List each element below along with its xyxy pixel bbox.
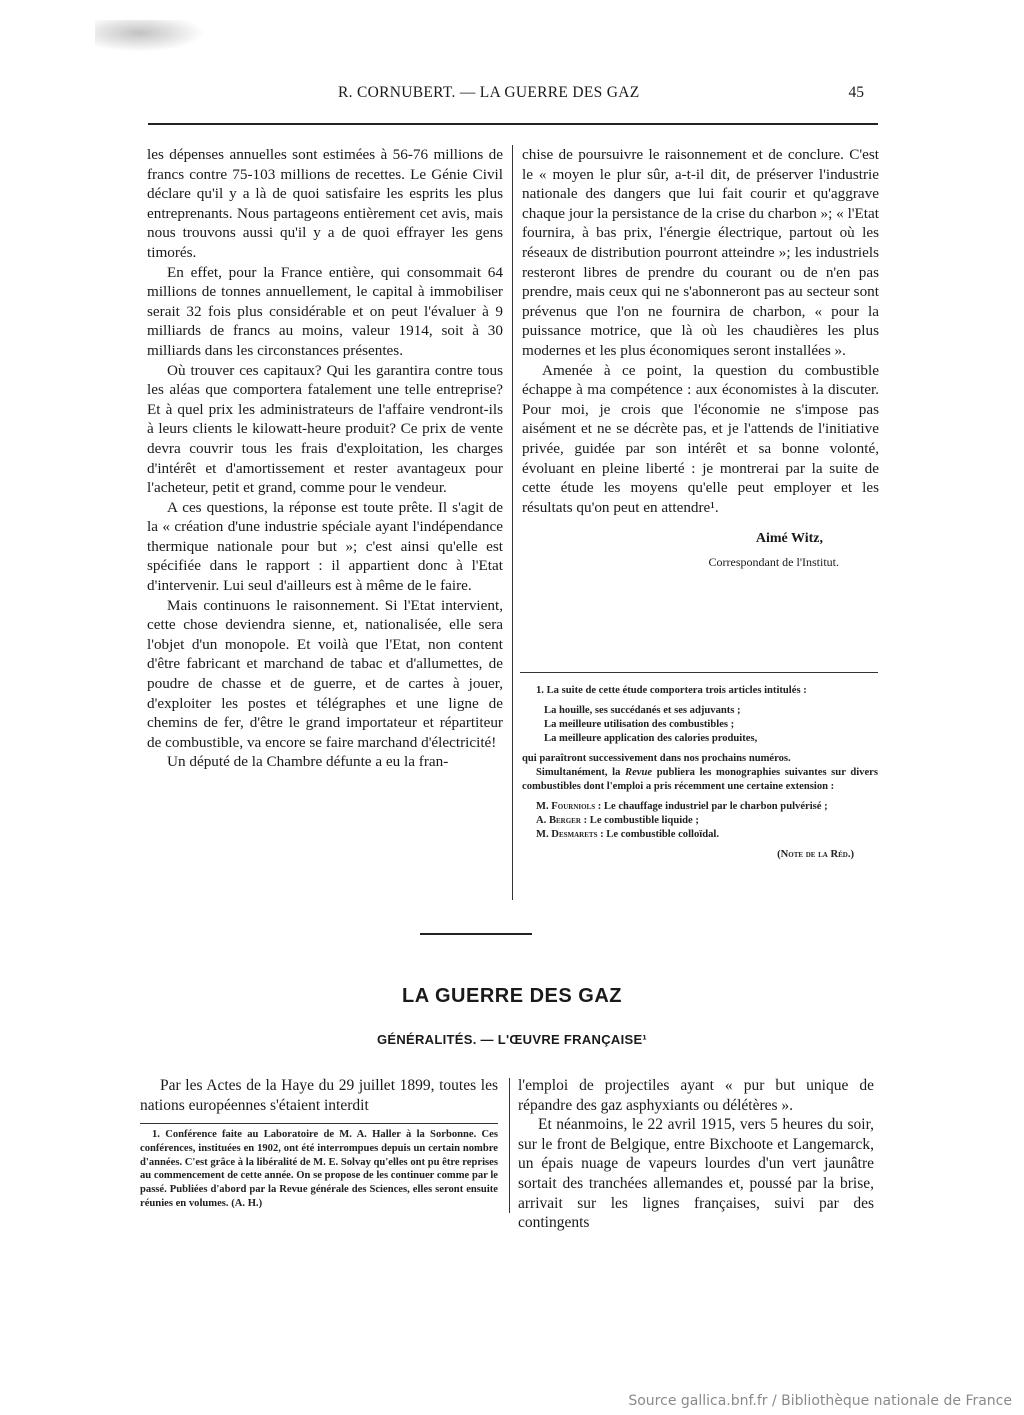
monograph-title: : Le chauffage industriel par le charbon pulvérisé ; [595,801,828,812]
source-credit: Source gallica.bnf.fr / Bibliothèque nationale de France [628,1393,1012,1409]
list-item: La houille, ses succédanés et ses adjuvants ; [544,705,741,716]
author-name: M. Fourniols [536,801,596,812]
article-subtitle: GÉNÉRALITÉS. — L'ŒUVRE FRANÇAISE¹ [376,1032,648,1047]
paragraph: Et néanmoins, le 22 avril 1915, vers 5 heures du soir, sur le front de Belgique, entre Bixchoote et Langemarck, un épais nuage de vapeurs lourdes d'un vert jaunâtre sortait des tranchées allemandes et, poussé par la brise, arrivait sur les lignes françaises, suivi par des contingents [518,1116,874,1232]
new-article-left-column [140,1076,498,1115]
paragraph: Mais continuons le raisonnement. Si l'Etat intervient, cette chose deviendra sienne, et, nationalisée, elle sera l'objet d'un monopole. Et voilà que l'Etat, non content d'être fabricant et marchand de tabac et d'allumettes, de poudre de chasse et de guerre, et de cartes à jouer, d'exploiter les postes et télégraphes et une ligne de chemins de fer, d'être le grand importateur et répartiteur de combustible, va encore se faire marchand d'électricité! [147,596,503,751]
footnote-intro: 1. La suite de cette étude comportera trois articles intitulés : [536,685,807,696]
column-divider [512,145,513,900]
text: Simultanément, la [536,767,625,778]
author-name: A. Berger [536,815,581,826]
page-number: 45 [848,84,864,101]
paragraph: chise de poursuivre le raisonnement et de conclure. C'est le « moyen le plur sûr, a-t-il dit, de préserver l'industrie nationale des dangers que lui fait courir et qu'aggrave chaque jour la persistance de la crise du charbon »; « l'Etat fournira, à bas prix, l'énergie électrique, partout où les réseaux de distribution pourront atteindre »; les industriels resteront libres de prendre du courant ou de n'en pas prendre, mais ceux qui ne s'abonneront pas au secteur sont prévenus que l'on ne fournira de charbon, « pour la puissance motrice, que là où les chaudières les plus modernes et les plus économiques seront installées ». [522,146,879,359]
note-credit: (Note de la Réd.) [777,849,854,860]
paragraph: les dépenses annuelles sont estimées à 56-76 millions de francs contre 75-103 millions de recettes. Le Génie Civil déclare qu'il y a là de quoi satisfaire les esprits les plus entreprenants. Nous partageons entièrement cet avis, mais nous trouvons aussi qu'il y a de quoi effrayer les gens timorés. [147,146,503,261]
paragraph: A ces questions, la réponse est toute prête. Il s'agit de la « création d'une industrie spéciale ayant l'indépendance thermique nationale pour but »; c'est ainsi qu'elle est spécifiée dans le rapport : il appartient donc à l'Etat d'intervenir. Lui seul d'ailleurs est à même de le faire. [147,498,503,595]
new-article-footnote [140,1128,498,1211]
header-rule [148,123,878,125]
author-name: M. Desmarets [536,829,598,840]
right-column [522,145,879,572]
footnote [522,684,878,862]
scan-artifact [95,20,205,52]
text: publiera les monographies suivantes sur divers combustibles dont l'emploi a pris récemment une certaine extension : [522,767,878,792]
paragraph: En effet, pour la France entière, qui consommait 64 millions de tonnes annuellement, le capital à immobiliser serait 32 fois plus considérable et on peut l'évaluer à 9 milliards de francs au moins, valeur 1914, soit à 30 milliards dans les circonstances présentes. [147,263,503,359]
paragraph: Par les Actes de la Haye du 29 juillet 1899, toutes les nations européennes s'étaient interdit [140,1077,498,1114]
left-column [147,145,503,772]
monograph-title: : Le combustible liquide ; [580,815,699,826]
paragraph: l'emploi de projectiles ayant « pur but unique de répandre des gaz asphyxiants ou délétères ». [518,1077,874,1114]
article-separator [420,933,532,935]
footnote-rule [140,1123,498,1124]
author-affiliation: Correspondant de l'Institut. [708,554,839,569]
column-divider [509,1078,510,1213]
footnote-text [522,766,878,794]
paragraph: Où trouver ces capitaux? Qui les garantira contre tous les aléas que comportera fatalement une telle entreprise? Et à quel prix les administrateurs de l'affaire vendront-ils à leurs clients le kilowatt-heure produit? Ce prix de vente devra couvrir tous les frais d'exploitation, les charges d'intérêt et d'amortissement et rester avantageux pour l'acheteur, petit et grand, comme pour le vendeur. [147,361,503,497]
list-item [522,814,878,828]
paragraph: Un député de la Chambre défunte a eu la fran- [167,753,449,771]
list-item: La meilleure utilisation des combustibles ; [544,719,735,730]
list-item [522,800,878,814]
footnote-rule [520,672,878,673]
running-head [148,84,878,108]
author-signature: Aimé Witz, [755,531,823,547]
running-title: R. CORNUBERT. — LA GUERRE DES GAZ [338,84,640,101]
article-title: LA GUERRE DES GAZ [402,985,622,1007]
journal-name: Revue [625,767,653,778]
list-item [522,828,878,842]
new-article-right-column [518,1076,874,1233]
list-item: La meilleure application des calories produites, [544,733,758,744]
article-titles-list [522,704,878,746]
footnote-text: 1. Conférence faite au Laboratoire de M. A. Haller à la Sorbonne. Ces conférences, instituées en 1902, ont été interrompues depuis un certain nombre d'années. C'est grâce à la libéralité de M. E. Solvay qu'elles ont pu être reprises au commencement de cette année. On se propose de les continuer comme par le passé. Publiées d'abord par la Revue générale des Sciences, elles seront ensuite réunies en volumes. (A. H.) [140,1129,498,1209]
monograph-title: : Le combustible colloïdal. [597,829,720,840]
footnote-text: qui paraîtront successivement dans nos prochains numéros. [522,753,791,764]
paragraph: Amenée à ce point, la question du combustible échappe à ma compétence : aux économistes à la discuter. Pour moi, je crois que l'économie ne s'impose pas aisément et ne se décrète pas, et je l'attends de l'initiative privée, guidée par son intérêt et sa bonne volonté, évoluant en pleine liberté : je montrerai par la suite de cette étude les moyens qu'elle peut employer et les résultats qu'on peut en attendre¹. [522,361,879,516]
